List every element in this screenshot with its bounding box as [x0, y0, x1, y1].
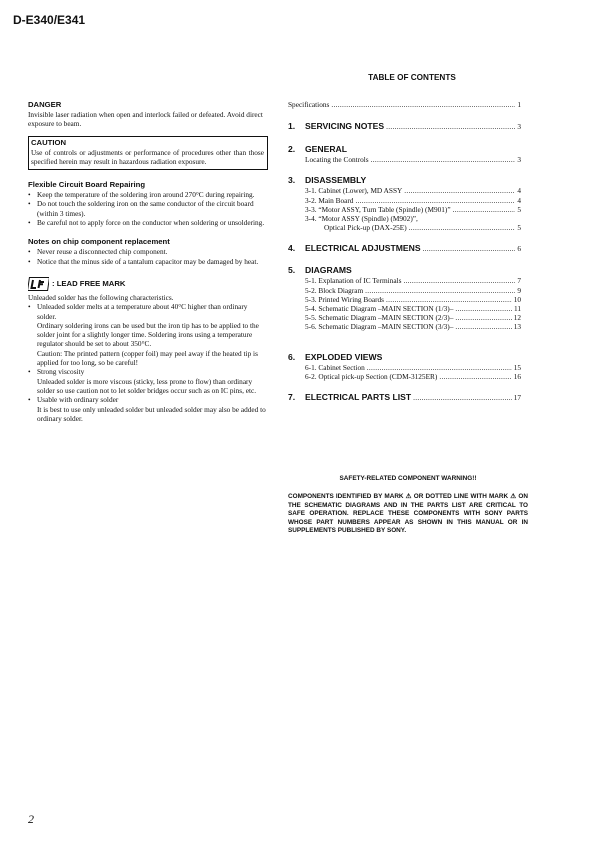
toc-entry[interactable]	[288, 372, 521, 381]
toc-entry-label: 5-4. Schematic Diagram –MAIN SECTION (1/3)–	[305, 304, 454, 314]
toc-entry-label: 6-2. Optical pick-up Section (CDM-3125ER)	[305, 371, 438, 381]
lead-free-item-body: It is best to use only unleaded solder but unleaded solder may also be added to ordinary solder.	[37, 404, 266, 423]
toc-entry-page: 10	[513, 294, 521, 304]
caution-box	[28, 136, 268, 171]
toc-entry-label: 3-4. “Motor ASSY (Spindle) (M902)”,	[305, 214, 418, 224]
toc-entry[interactable]	[288, 304, 521, 313]
toc-section-number: 1.	[288, 121, 296, 132]
toc-entry-page: 9	[517, 285, 521, 295]
toc-section-label: DIAGRAMS	[305, 265, 352, 276]
caution-title: CAUTION	[31, 137, 67, 147]
lead-free-item-caution: Caution: The printed pattern (copper foil) may peel away if the heated tip is applied for too long, so be careful!	[37, 348, 258, 368]
toc-section-label: EXPLODED VIEWS	[305, 351, 383, 362]
lead-free-item	[28, 302, 268, 367]
toc-entry-label: Optical Pick-up (DAX-25E)	[324, 223, 407, 233]
lead-free-title: : LEAD FREE MARK	[52, 278, 126, 288]
toc-entry[interactable]	[288, 313, 521, 322]
lead-free-mark-icon	[28, 277, 49, 291]
toc-entry-page: 5	[517, 204, 521, 214]
toc-entry[interactable]	[288, 186, 521, 195]
toc-entry[interactable]	[288, 295, 521, 304]
chip-item: • Never reuse a disconnected chip component.	[28, 247, 268, 256]
chip-item: • Notice that the minus side of a tantalum capacitor may be damaged by heat.	[28, 257, 268, 266]
toc-section-number: 5.	[288, 265, 296, 276]
toc-entry[interactable]	[288, 286, 521, 295]
lead-free-intro: Unleaded solder has the following characteristics.	[28, 292, 174, 302]
toc-entry-page: 3	[517, 155, 521, 165]
toc-section-number: 6.	[288, 351, 296, 362]
toc-section-number: 2.	[288, 144, 296, 155]
safety-title: SAFETY-RELATED COMPONENT WARNING!!	[339, 475, 477, 482]
flex-item: • Be careful not to apply force on the conductor when soldering or unsoldering.	[28, 218, 268, 227]
toc-entry-page: 5	[517, 223, 521, 233]
flex-item: • Do not touch the soldering iron on the same conductor of the circuit board (within 3 times).	[28, 199, 268, 218]
page-number: 2	[28, 812, 34, 826]
safety-warning	[288, 475, 528, 535]
toc-entry-page: 15	[513, 362, 521, 372]
toc-section-label: SERVICING NOTES	[305, 121, 385, 132]
model-title: D-E340/E341	[13, 13, 86, 27]
lead-free-item-body: Ordinary soldering irons can be used but the iron tip has to be applied to the solder joint for a slightly longer time. Soldering irons using a temperature regulator should be set to about 350°C.	[37, 320, 259, 349]
toc-entry[interactable]	[288, 276, 521, 285]
toc-section-label: GENERAL	[305, 144, 348, 155]
toc-section-label: ELECTRICAL PARTS LIST	[305, 392, 412, 403]
toc-entry-page: 16	[513, 371, 521, 381]
toc-entry-page: 11	[513, 304, 521, 314]
toc-entry[interactable]	[288, 155, 521, 164]
toc-section-number: 4.	[288, 243, 296, 254]
toc-section-5[interactable]	[288, 265, 521, 276]
toc-entry-page: 4	[517, 195, 521, 205]
lead-free-item	[28, 367, 268, 395]
toc-entry-page: 3	[517, 122, 521, 132]
toc-entry-page: 6	[517, 244, 521, 254]
toc-entry-label: 3-3. “Motor ASSY, Turn Table (Spindle) (M901)”	[305, 204, 451, 214]
lead-free-item-head: • Strong viscosity	[37, 367, 85, 377]
toc-entry-continued[interactable]	[288, 214, 521, 223]
toc-entry-label: 5-6. Schematic Diagram –MAIN SECTION (3/3)–	[305, 322, 454, 332]
flex-title: Flexible Circuit Board Repairing	[28, 180, 146, 190]
danger-text: Invisible laser radiation when open and interlock failed or defeated. Avoid direct exposure to beam.	[28, 110, 263, 129]
toc-entry[interactable]	[288, 363, 521, 372]
toc-entry[interactable]	[288, 205, 521, 214]
lead-free-item-head: • Usable with ordinary solder	[37, 395, 119, 405]
toc-entry-label: 6-1. Cabinet Section	[305, 362, 365, 372]
toc-entry-label: 3-1. Cabinet (Lower), MD ASSY	[305, 186, 403, 196]
flex-section	[28, 180, 268, 227]
toc-entry[interactable]	[288, 223, 521, 232]
chip-section	[28, 237, 268, 266]
toc-entry-page: 1	[517, 100, 521, 109]
toc-section-7[interactable]	[288, 392, 521, 403]
toc-section-3[interactable]	[288, 175, 521, 186]
chip-title: Notes on chip component replacement	[28, 237, 170, 247]
toc-section-number: 3.	[288, 175, 296, 186]
toc-section-number: 7.	[288, 392, 296, 403]
toc-entry-label: 5-5. Schematic Diagram –MAIN SECTION (2/3)–	[305, 313, 454, 323]
toc-entry-page: 4	[517, 186, 521, 196]
toc-section-1[interactable]	[288, 121, 521, 132]
toc-section-label: DISASSEMBLY	[305, 175, 367, 186]
toc-section-label: ELECTRICAL ADJUSTMENS	[305, 243, 421, 254]
toc-entry-label: Specifications	[288, 100, 330, 109]
lead-free-item-head: • Unleaded solder melts at a temperature about 40°C higher than ordinary solder.	[37, 302, 248, 321]
safety-text: COMPONENTS IDENTIFIED BY MARK ⚠ OR DOTTED LINE WITH MARK ⚠ ON THE SCHEMATIC DIAGRAMS AND IN THE PARTS LIST ARE CRITICAL TO SAFE OPERATION. REPLACE THESE COMPONENTS WITH SONY PARTS WHOSE PART NUMBERS APPEAR AS SHOWN IN THIS MANUAL OR IN SUPPLEMENTS PUBLISHED BY SONY.	[288, 493, 528, 535]
toc-entry-label: 5-1. Explanation of IC Terminals	[305, 276, 402, 286]
toc-section-4[interactable]	[288, 243, 521, 254]
toc-entry[interactable]	[288, 322, 521, 331]
toc-entry-label: 3-2. Main Board	[305, 195, 354, 205]
toc-entry[interactable]	[288, 100, 521, 109]
caution-text: Use of controls or adjustments or performance of procedures other than those specified herein may result in hazardous radiation exposure.	[31, 147, 264, 166]
lead-free-header	[28, 277, 268, 291]
danger-title: DANGER	[28, 100, 62, 109]
toc-entry-label: Locating the Controls	[305, 155, 369, 165]
toc-section-6[interactable]	[288, 352, 521, 363]
flex-item: • Keep the temperature of the soldering iron around 270°C during repairing.	[28, 190, 268, 199]
toc-entry-page: 12	[513, 313, 521, 323]
toc-section-2[interactable]	[288, 144, 521, 155]
lead-free-item-body: Unleaded solder is more viscous (sticky, less prone to flow) than ordinary solder so use caution not to let solder bridges occur such as on IC pins, etc.	[37, 376, 257, 395]
toc-entry-label: 5-3. Printed Wiring Boards	[305, 294, 385, 304]
table-of-contents	[288, 100, 521, 403]
left-column	[28, 100, 268, 423]
lead-free-item	[28, 395, 268, 423]
toc-entry[interactable]	[288, 196, 521, 205]
toc-entry-page: 13	[513, 322, 521, 332]
toc-entry-label: 5-2. Block Diagram	[305, 285, 364, 295]
toc-entry-page: 17	[513, 393, 521, 403]
toc-title: TABLE OF CONTENTS	[368, 73, 456, 82]
toc-entry-page: 7	[517, 276, 521, 286]
